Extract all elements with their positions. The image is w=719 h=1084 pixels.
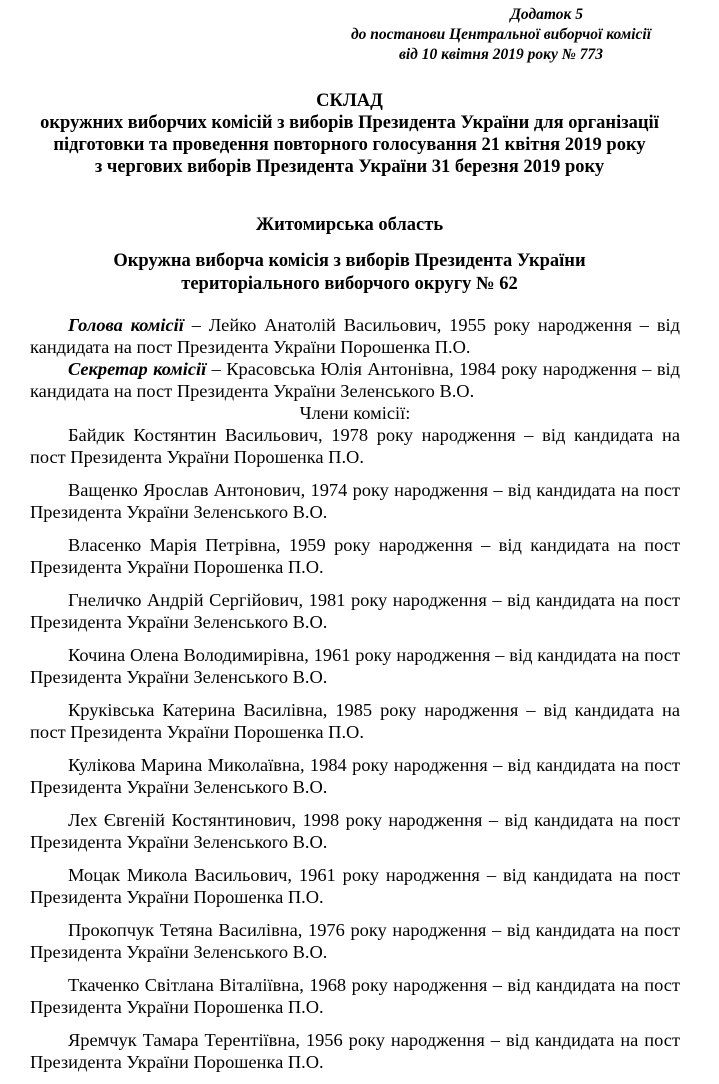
heading-line-2: підготовки та проведення повторного голосування 21 квітня 2019 року <box>53 135 646 155</box>
member-item: Лех Євгеній Костянтинович, 1998 року народження – від кандидата на пост Президента України Зеленського В.О. <box>30 810 680 852</box>
commission-title <box>20 250 679 296</box>
member-item: Кулікова Марина Миколаївна, 1984 року народження – від кандидата на пост Президента України Зеленського В.О. <box>30 755 680 797</box>
annex-line-2: від 10 квітня 2019 року № 773 <box>398 46 604 63</box>
commission-line-1: Окружна виборча комісія з виборів Президента України <box>113 251 586 271</box>
annex-title: Додаток 5 <box>510 6 583 23</box>
chair-paragraph <box>30 314 680 358</box>
member-item: Прокопчук Тетяна Василівна, 1976 року народження – від кандидата на пост Президента України Зеленського В.О. <box>30 920 680 962</box>
chair-text: – Лейко Анатолій Васильович, 1955 року народження – від кандидата на пост Президента України Порошенка П.О. <box>30 315 680 357</box>
heading-line-1: окружних виборчих комісій з виборів Президента України для організації <box>40 113 659 133</box>
member-item: Власенко Марія Петрівна, 1959 року народження – від кандидата на пост Президента України Порошенка П.О. <box>30 535 680 577</box>
member-item: Яремчук Тамара Терентіївна, 1956 року народження – від кандидата на пост Президента України Порошенка П.О. <box>30 1030 680 1072</box>
chair-role: Голова комісії <box>68 315 184 335</box>
region-title: Житомирська область <box>255 215 444 235</box>
member-item: Гнеличко Андрій Сергійович, 1981 року народження – від кандидата на пост Президента України Зеленського В.О. <box>30 590 680 632</box>
member-item: Моцак Микола Васильович, 1961 року народження – від кандидата на пост Президента України Порошенка П.О. <box>30 865 680 907</box>
members-list <box>30 424 680 1073</box>
commission-line-2: територіального виборчого округу № 62 <box>181 274 518 294</box>
heading-line-3: з чергових виборів Президента України 31 березня 2019 року <box>94 157 605 177</box>
member-item: Ващенко Ярослав Антонович, 1974 року народження – від кандидата на пост Президента України Зеленського В.О. <box>30 480 680 522</box>
secretary-role: Секретар комісії <box>68 359 207 379</box>
document-heading <box>20 90 679 178</box>
annex-line-1: до постанови Центральної виборчої комісії <box>350 26 652 43</box>
member-item: Кочина Олена Володимирівна, 1961 року народження – від кандидата на пост Президента України Зеленського В.О. <box>30 645 680 687</box>
annex-block <box>331 5 671 65</box>
secretary-paragraph <box>30 358 680 402</box>
secretary-text: – Красовська Юлія Антонівна, 1984 року народження – від кандидата на пост Президента України Зеленського В.О. <box>30 359 680 401</box>
heading-main: СКЛАД <box>316 91 383 111</box>
member-item: Ткаченко Світлана Віталіївна, 1968 року народження – від кандидата на пост Президента України Порошенка П.О. <box>30 975 680 1017</box>
members-label: Члени комісії: <box>299 403 411 423</box>
member-item: Байдик Костянтин Васильович, 1978 року народження – від кандидата на пост Президента України Порошенка П.О. <box>30 425 680 467</box>
body-text <box>30 314 680 1084</box>
member-item: Круківська Катерина Василівна, 1985 року народження – від кандидата на пост Президента України Порошенка П.О. <box>30 700 680 742</box>
